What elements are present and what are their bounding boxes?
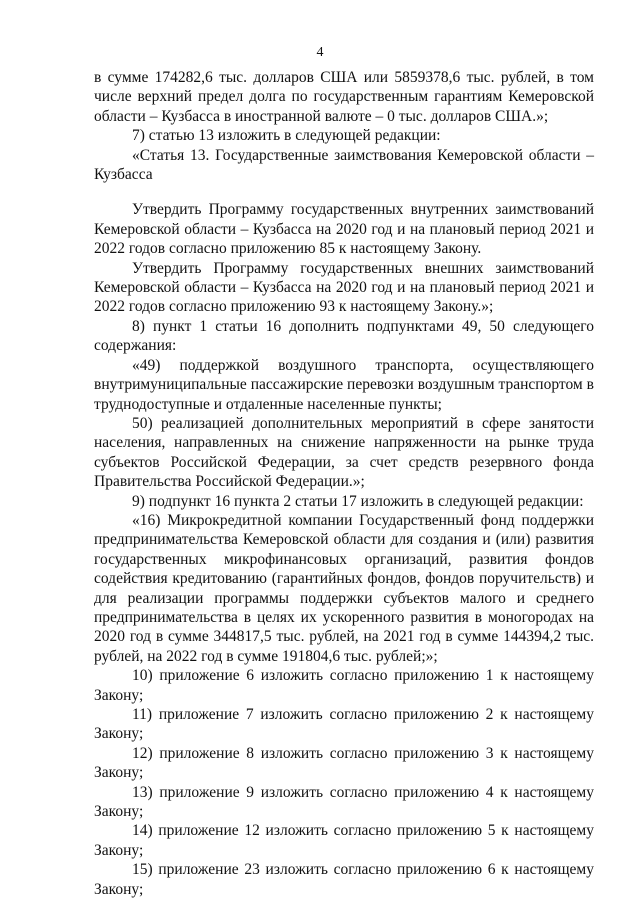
paragraph-item-7: 7) статью 13 изложить в следующей редакции: <box>132 127 441 145</box>
paragraph-external-borrowing: Утвердить Программу государственных внешних заимствований Кемеровской области – Кузбасса на 2020 год и на плановый период 2021 и 2022 годов согласно приложению 93 к настоящему Закону.»; <box>94 259 594 316</box>
paragraph-internal-borrowing: Утвердить Программу государственных внутренних заимствований Кемеровской области – Кузбасса на 2020 год и на плановый период 2021 и 2022 годов согласно приложению 85 к настоящему Закону. <box>94 201 594 258</box>
paragraph-item-13: 13) приложение 9 изложить согласно приложению 4 к настоящему Закону; <box>94 783 594 821</box>
paragraph-subitem-16: «16) Микрокредитной компании Государственный фонд поддержки предпринимательства Кемеровской области для создания и (или) развития государственных микрофинансовых организаций, развития фондов содействия кредитованию (гарантийных фондов, фондов поручительств) и для реализации программы поддержки субъектов малого и среднего предпринимательства в целях их ускоренного развития в моногородах на 2020 год в сумме 344817,5 тыс. рублей, на 2021 год в сумме 144394,2 тыс. рублей, на 2022 год в сумме 191804,6 тыс. рублей;»; <box>94 511 594 665</box>
paragraph-gap <box>94 184 594 200</box>
paragraph-continuation: в сумме 174282,6 тыс. долларов США или 5859378,6 тыс. рублей, в том числе верхний предел долга по государственным гарантиям Кемеровской области – Кузбасса в иностранной валюте – 0 тыс. долларов США.»; <box>94 69 594 125</box>
paragraph-article-13-heading: «Статья 13. Государственные заимствования Кемеровской области – Кузбасса <box>94 146 594 184</box>
paragraph-item-11: 11) приложение 7 изложить согласно приложению 2 к настоящему Закону; <box>94 706 594 743</box>
page-number: 4 <box>316 45 324 60</box>
paragraph-subitem-50: 50) реализацией дополнительных мероприятий в сфере занятости населения, направленных на снижение напряженности на рынке труда субъектов Российской Федерации, за счет средств резервного фонда Правительства Российской Федерации.»; <box>94 414 594 491</box>
paragraph-item-9: 9) подпункт 16 пункта 2 статьи 17 изложить в следующей редакции: <box>132 492 584 510</box>
document-body <box>94 68 594 899</box>
paragraph-item-10: 10) приложение 6 изложить согласно приложению 1 к настоящему Закону; <box>94 667 594 704</box>
paragraph-item-15: 15) приложение 23 изложить согласно приложению 6 к настоящему Закону; <box>94 861 594 898</box>
paragraph-item-14: 14) приложение 12 изложить согласно приложению 5 к настоящему Закону; <box>94 822 594 859</box>
paragraph-subitem-49: «49) поддержкой воздушного транспорта, осуществляющего внутримуниципальные пассажирские перевозки воздушным транспортом в труднодоступные и отдаленные населенные пункты; <box>94 356 594 413</box>
paragraph-item-8: 8) пункт 1 статьи 16 дополнить подпунктами 49, 50 следующего содержания: <box>94 317 594 355</box>
paragraph-item-12: 12) приложение 8 изложить согласно приложению 3 к настоящему Закону; <box>94 744 594 782</box>
